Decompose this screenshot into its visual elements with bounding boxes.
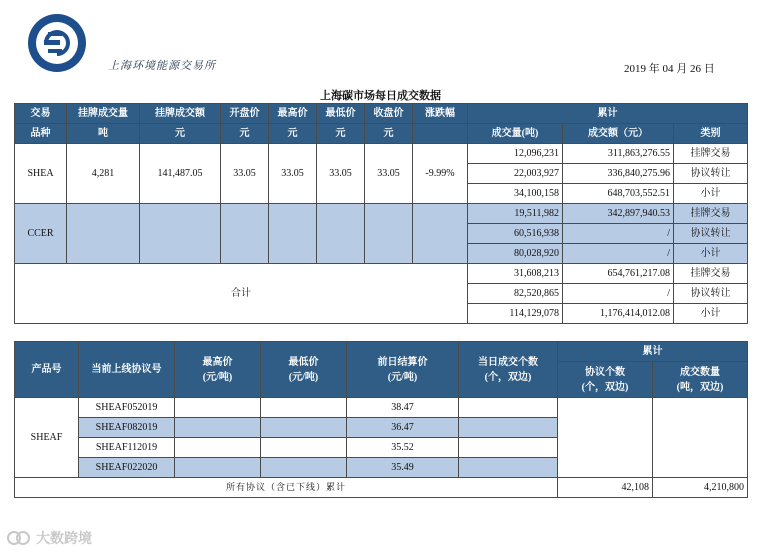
header-listed-amount: 挂牌成交额 [140,104,221,124]
empty-cell [175,418,261,438]
product-shea: SHEA [15,144,67,204]
header-settle-label: 前日结算价 [377,356,428,368]
unit-yuan: 元 [317,124,365,144]
empty-cell [558,398,653,478]
empty-cell [261,438,347,458]
empty-cell [175,438,261,458]
table-row [15,144,748,164]
cum-amount: / [563,284,674,304]
low-price: 33.05 [317,144,365,204]
watermark [6,528,92,548]
cum-volume: 19,511,982 [468,204,563,224]
cum-volume: 82,520,865 [468,284,563,304]
exchange-name: 上海环境能源交易所 [108,60,216,72]
header-instrument: 交易 [15,104,67,124]
header-high: 最高价 [269,104,317,124]
empty-cell [459,458,558,478]
listed-volume: 4,281 [67,144,140,204]
header-close: 收盘价 [365,104,413,124]
cum-volume: 80,028,920 [468,244,563,264]
header-instrument-2: 品种 [15,124,67,144]
empty-cell [261,398,347,418]
contract-code: SHEAF082019 [79,418,175,438]
high-price: 33.05 [269,144,317,204]
header-cum-count-label: 协议个数 [585,366,625,378]
cum-amount: 654,761,217.08 [563,264,674,284]
header-cum-volume-label: 成交数量 [680,366,720,378]
empty-cell [459,418,558,438]
product-sheaf: SHEAF [15,398,79,478]
cum-amount: / [563,224,674,244]
table-row [15,264,748,284]
category: 挂牌交易 [674,204,748,224]
total-label: 合计 [15,264,468,324]
unit-yuan: 元 [140,124,221,144]
contract-code: SHEAF052019 [79,398,175,418]
empty-cell [140,204,221,264]
header-cum-amount: 成交额（元） [563,124,674,144]
total-volume: 4,210,800 [653,478,748,498]
table-row [15,204,748,224]
total-row [15,478,748,498]
cum-amount: 311,863,276.55 [563,144,674,164]
unit-ton: 吨 [67,124,140,144]
contract-code: SHEAF112019 [79,438,175,458]
exchange-emblem-icon [26,12,88,74]
listed-amount: 141,487.05 [140,144,221,204]
header-settle [347,342,459,398]
header-cum-volume [653,362,748,398]
cum-volume: 22,003,927 [468,164,563,184]
unit-yuan: 元 [221,124,269,144]
futures-contract-table [14,341,748,498]
unit-yuan: 元 [365,124,413,144]
header-cum-volume: 成交量(吨) [468,124,563,144]
cum-amount: 648,703,552.51 [563,184,674,204]
empty-cell [261,418,347,438]
total-count: 42,108 [558,478,653,498]
cum-amount: / [563,244,674,264]
category: 小计 [674,184,748,204]
empty-cell [67,204,140,264]
header-cum-count [558,362,653,398]
total-label: 所有协议（含已下线）累计 [15,478,558,498]
cum-volume: 114,129,078 [468,304,563,324]
cum-amount: 342,897,940.53 [563,204,674,224]
watermark-text: 大数跨境 [36,531,92,547]
category: 小计 [674,304,748,324]
empty-cell [653,398,748,478]
empty-cell [365,204,413,264]
header-listed-volume: 挂牌成交量 [67,104,140,124]
empty-cell [269,204,317,264]
contract-code: SHEAF022020 [79,458,175,478]
settle-price: 35.52 [347,438,459,458]
unit-yuan: 元 [269,124,317,144]
category: 小计 [674,244,748,264]
category: 挂牌交易 [674,264,748,284]
empty-cell [459,438,558,458]
table-row [15,398,748,418]
empty-cell [221,204,269,264]
cum-volume: 12,096,231 [468,144,563,164]
settle-price: 38.47 [347,398,459,418]
category: 挂牌交易 [674,144,748,164]
empty-cell [175,398,261,418]
product-ccer: CCER [15,204,67,264]
carbon-market-table [14,103,748,324]
cum-volume: 31,608,213 [468,264,563,284]
category: 协议转让 [674,164,748,184]
cum-amount: 1,176,414,012.08 [563,304,674,324]
empty-cell [317,204,365,264]
close-price: 33.05 [365,144,413,204]
empty-cell [413,204,468,264]
category: 协议转让 [674,284,748,304]
header-high [175,342,261,398]
header-high-unit: (元/吨) [202,371,233,383]
settle-price: 36.47 [347,418,459,438]
report-title: 上海碳市场每日成交数据 [320,90,441,102]
watermark-logo-icon [6,528,32,548]
header-count [459,342,558,398]
report-date: 2019 年 04 月 26 日 [624,63,715,75]
header-low [261,342,347,398]
category: 协议转让 [674,224,748,244]
header-settle-unit: (元/吨) [387,371,418,383]
exchange-logo [26,12,88,74]
header-cumulative: 累计 [468,104,748,124]
header-contract: 当前上线协议号 [79,342,175,398]
price-change: -9.99% [413,144,468,204]
settle-price: 35.49 [347,458,459,478]
header-low: 最低价 [317,104,365,124]
empty-cell [261,458,347,478]
header-count-label: 当日成交个数 [478,356,538,368]
cum-volume: 34,100,158 [468,184,563,204]
header-high-label: 最高价 [202,356,233,368]
header-category: 类别 [674,124,748,144]
header-count-unit: (个，双边) [484,371,532,383]
header-change: 涨跌幅 [413,104,468,124]
header-cum-count-unit: (个，双边) [581,381,629,393]
header-low-label: 最低价 [288,356,319,368]
cum-amount: 336,840,275.96 [563,164,674,184]
header-change-blank [413,124,468,144]
empty-cell [175,458,261,478]
header-cum-volume-unit: (吨，双边) [676,381,724,393]
header-low-unit: (元/吨) [288,371,319,383]
open-price: 33.05 [221,144,269,204]
header-product: 产品号 [15,342,79,398]
cum-volume: 60,516,938 [468,224,563,244]
empty-cell [459,398,558,418]
header-cumulative: 累计 [558,342,748,362]
header-open: 开盘价 [221,104,269,124]
